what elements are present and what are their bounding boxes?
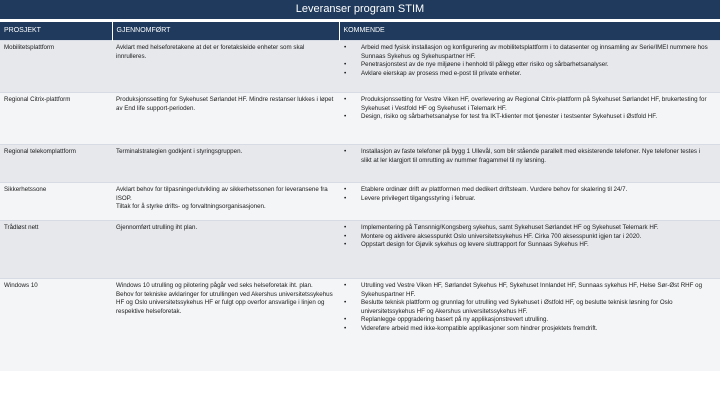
header-done: GJENNOMFØRT	[112, 22, 339, 41]
list-item: • Beslutte teknisk plattform og grunnlag for utrulling ved Sykehuset i Østfold HF, og beslutte teknisk løsning for Oslo universitetssykehus HF og Akershus universitetssykehus HF.	[343, 299, 712, 316]
table-row	[0, 279, 720, 371]
done-text: Windows 10 utrulling og pilotering pågår ved seks helseforetak iht. plan.	[116, 282, 313, 289]
list-item: • Design, risiko og sårbarhetsanalyse for test fra IKT-klienter mot tjenester i testsenter Sykehuset i Østfold HF.	[343, 113, 712, 122]
upcoming-cell	[339, 183, 720, 221]
done-cell	[112, 145, 339, 183]
project-cell: Regional Citrix-plattform	[0, 93, 112, 145]
done-text: Terminalstrategien godkjent i styringsgruppen.	[116, 148, 243, 155]
list-item: • Implementering på Tønsnnig/Kongsberg sykehus, samt Sykehuset Sørlandet HF og Sykehuset Telemark HF.	[343, 224, 712, 233]
done-cell	[112, 279, 339, 371]
upcoming-list	[343, 44, 712, 78]
done-cell	[112, 221, 339, 279]
header-project: PROSJEKT	[0, 22, 112, 41]
project-cell: Mobilitetsplattform	[0, 41, 112, 93]
upcoming-list	[343, 282, 712, 334]
table-row	[0, 41, 720, 93]
upcoming-list	[343, 224, 712, 250]
upcoming-cell	[339, 221, 720, 279]
done-text: Tiltak for å styrke drifts- og forvaltningsorganisasjonen.	[116, 203, 266, 211]
list-item: • Arbeid med fysisk installasjon og konfigurering av mobilitetsplattform i to datasenter og innsamling av Serie/IMEI nummere hos Sunnaas Sykehus og Sykehuspartner HF.	[343, 44, 712, 61]
slide-title: Leveranser program STIM	[0, 0, 720, 19]
project-cell: Trådløst nett	[0, 221, 112, 279]
upcoming-cell	[339, 93, 720, 145]
project-cell: Windows 10	[0, 279, 112, 371]
project-cell: Sikkerhetssone	[0, 183, 112, 221]
upcoming-list	[343, 148, 712, 165]
upcoming-cell	[339, 279, 720, 371]
upcoming-list	[343, 96, 712, 122]
upcoming-cell	[339, 41, 720, 93]
list-item: • Installasjon av faste telefoner på bygg 1 Ullevål, som blir stående parallelt med eksisterende telefoner. Nye telefoner testes i slikt at ler klargjort til omrutting av nummer fragammel til ny løsning.	[343, 148, 712, 165]
table-row	[0, 221, 720, 279]
done-text: Behov for tekniske avklaringer for utrullingen ved Akershus universitetssykehus HF og Oslo universitetssykehus HF er fulgt opp overfor ansvarlige i linjen og respektive helseforetak.	[116, 290, 333, 315]
list-item: • Penetrasjonstest av de nye miljøene i henhold til pålegg etter risiko og sårbarhetsanalyser.	[343, 61, 712, 70]
list-item: • Avklare eierskap av prosess med e-post til private enheter.	[343, 70, 712, 79]
table-header-row	[0, 22, 720, 41]
upcoming-list	[343, 186, 712, 203]
done-text: Produksjonssetting for Sykehuset Sørlandet HF. Mindre restanser lukkes i løpet av End life support-perioden.	[116, 96, 334, 112]
done-text: Avklart behov for tilpasninger/utvikling av sikkerhetssonen for leveransene fra ISOP.	[116, 186, 328, 202]
table-row	[0, 145, 720, 183]
list-item: • Videreføre arbeid med ikke-kompatible applikasjoner som hindrer prosjektets fremdrift.	[343, 325, 712, 334]
done-text: Gjennomført utrulling iht plan.	[116, 224, 198, 231]
list-item: • Utrulling ved Vestre Viken HF, Sørlandet Sykehus HF, Sykehuset Innlandet HF, Sunnaas sykehus HF, Helse Sør-Øst RHF og Sykehuspartner HF.	[343, 282, 712, 299]
list-item: • Produksjonssetting for Vestre Viken HF, overlevering av Regional Citrix-plattform på Sykehuset Sørlandet HF, brukertesting for Sykehuset i Vestfold HF og Sykehuset i Telemark HF.	[343, 96, 712, 113]
upcoming-cell	[339, 145, 720, 183]
list-item: • Replanlegge oppgradering basert på ny applikasjonstrevert utrulling.	[343, 316, 712, 325]
project-cell: Regional telekomplattform	[0, 145, 112, 183]
done-text: Avklart med helseforetakene at det er foretaksleide enheter som skal innrulleres.	[116, 44, 305, 60]
list-item: • Montere og aktivere aksesspunkt Oslo universitetssykehus HF. Cirka 700 aksesspunkt igjen tar i 2020.	[343, 233, 712, 242]
list-item: • Etablere ordinær drift av plattformen med dedikert driftsteam. Vurdere behov for skalering til 24/7.	[343, 186, 712, 195]
done-cell	[112, 183, 339, 221]
header-upcoming: KOMMENDE	[339, 22, 720, 41]
done-cell	[112, 41, 339, 93]
list-item: • Oppstart design for Gjøvik sykehus og levere sluttrapport for Sunnaas Sykehus HF.	[343, 241, 712, 250]
table-row	[0, 183, 720, 221]
deliveries-table	[0, 22, 720, 371]
done-cell	[112, 93, 339, 145]
list-item: • Levere privilegert tilgangsstyring i februar.	[343, 195, 712, 204]
table-row	[0, 93, 720, 145]
